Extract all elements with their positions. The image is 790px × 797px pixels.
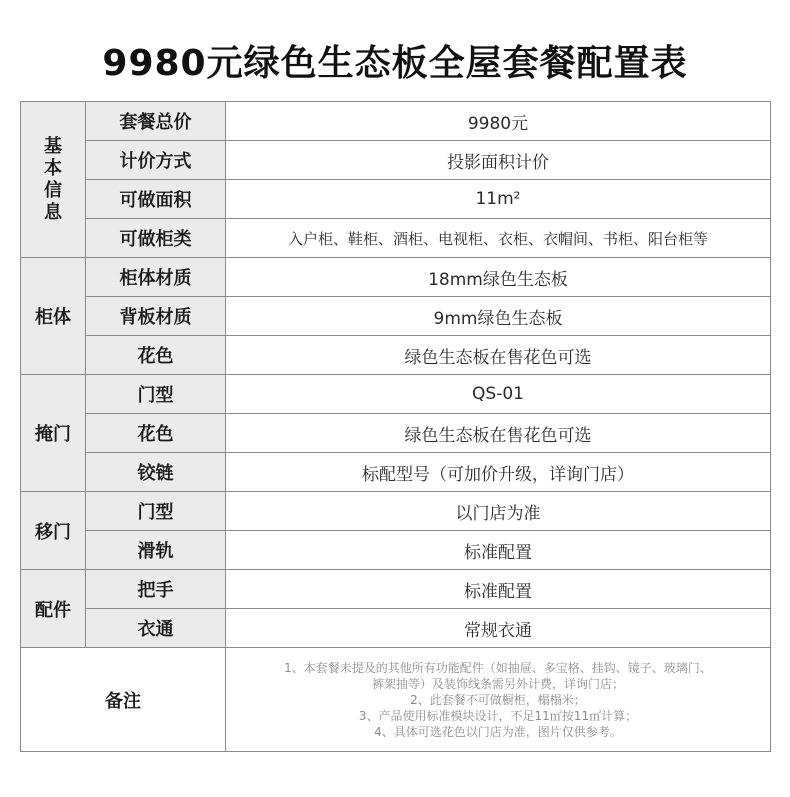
row-value: 标配型号（可加价升级，详询门店） (226, 453, 771, 492)
table-row (21, 141, 771, 180)
group-label-basic (21, 102, 86, 258)
row-label: 滑轨 (86, 531, 226, 570)
row-label: 背板材质 (86, 297, 226, 336)
notes-text (226, 648, 771, 752)
row-value: 绿色生态板在售花色可选 (226, 336, 771, 375)
table-row (21, 609, 771, 648)
row-label: 计价方式 (86, 141, 226, 180)
row-value: 11m² (226, 180, 771, 219)
note-line: 3、产品使用标准模块设计，不足11㎡按11㎡计算； (358, 708, 638, 723)
note-line: 裤架抽等）及装饰线条需另外计费，详询门店； (371, 676, 624, 691)
table-row (21, 180, 771, 219)
row-value: 标准配置 (226, 531, 771, 570)
row-value: 以门店为准 (226, 492, 771, 531)
row-label: 可做柜类 (86, 219, 226, 258)
row-label: 门型 (86, 375, 226, 414)
row-value: 绿色生态板在售花色可选 (226, 414, 771, 453)
row-value: QS-01 (226, 375, 771, 414)
group-label-slide: 移门 (21, 492, 86, 570)
table-row (21, 453, 771, 492)
row-label: 柜体材质 (86, 258, 226, 297)
table-row (21, 414, 771, 453)
row-value: 9mm绿色生态板 (226, 297, 771, 336)
config-table (20, 101, 771, 752)
page-title: 9980元绿色生态板全屋套餐配置表 (102, 43, 688, 84)
group-basic-text: 基本信息 (44, 135, 62, 223)
notes-row (21, 648, 771, 752)
table-row (21, 375, 771, 414)
table-row (21, 492, 771, 531)
table-row (21, 570, 771, 609)
table-row (21, 219, 771, 258)
group-label-parts: 配件 (21, 570, 86, 648)
notes-label: 备注 (21, 648, 226, 752)
row-label: 花色 (86, 336, 226, 375)
row-label: 把手 (86, 570, 226, 609)
row-label: 门型 (86, 492, 226, 531)
group-label-cabinet: 柜体 (21, 258, 86, 375)
row-label: 花色 (86, 414, 226, 453)
table-row (21, 102, 771, 141)
row-label: 套餐总价 (86, 102, 226, 141)
row-label: 衣通 (86, 609, 226, 648)
row-value: 标准配置 (226, 570, 771, 609)
note-line: 2、此套餐不可做橱柜，榻榻米； (410, 692, 586, 707)
row-value: 9980元 (226, 102, 771, 141)
group-label-door: 掩门 (21, 375, 86, 492)
row-label: 铰链 (86, 453, 226, 492)
table-row (21, 258, 771, 297)
note-line: 4、具体可选花色以门店为准，图片仅供参考。 (374, 724, 622, 739)
row-value: 入户柜、鞋柜、酒柜、电视柜、衣柜、衣帽间、书柜、阳台柜等 (226, 219, 771, 258)
note-line: 1、本套餐未提及的其他所有功能配件（如抽屉、多宝格、挂钩、镜子、玻璃门、 (284, 660, 712, 675)
row-value: 18mm绿色生态板 (226, 258, 771, 297)
row-label: 可做面积 (86, 180, 226, 219)
row-value: 投影面积计价 (226, 141, 771, 180)
table-row (21, 336, 771, 375)
table-row (21, 531, 771, 570)
row-value: 常规衣通 (226, 609, 771, 648)
table-row (21, 297, 771, 336)
